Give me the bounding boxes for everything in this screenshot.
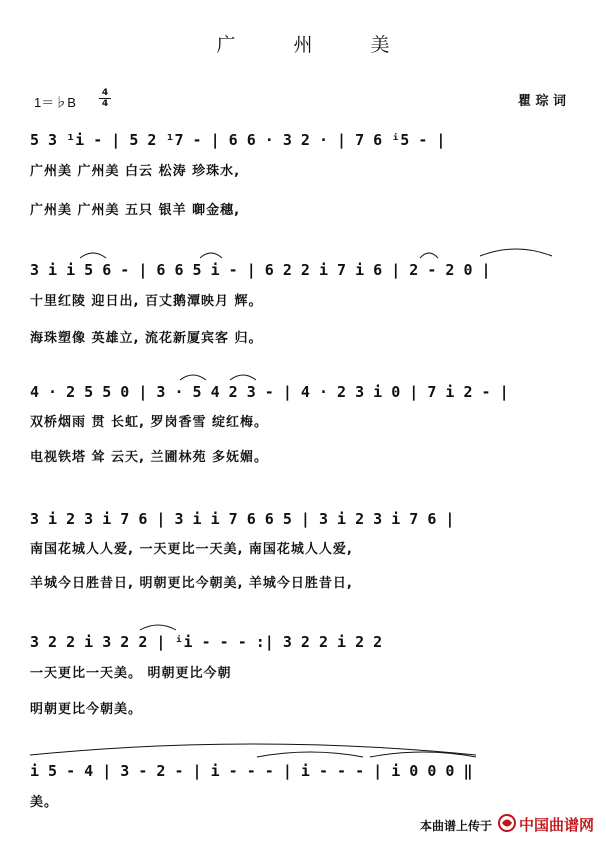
lyric-line-2-verse-2: 海珠塑像 英雄立, 流花新厦宾客 归。 xyxy=(30,331,263,346)
slur-mark xyxy=(178,372,208,382)
lyricist-credit: 瞿 琮 词 xyxy=(518,94,567,109)
notation-line-6: i 5 - 4 | 3 - 2 - | i - - - | i - - - | i 0 0 0 ‖ xyxy=(30,762,473,780)
notation-line-5: 3 2 2 i 3 2 2 | ⁱi - - - :| 3 2 2 i 2 2 xyxy=(30,633,383,651)
time-signature-top: 4 xyxy=(101,88,109,98)
lyric-line-3-verse-1: 双桥烟雨 贯 长虹, 罗岗香雪 绽红梅。 xyxy=(30,415,269,430)
time-signature xyxy=(98,88,112,109)
lyric-line-4-verse-2: 羊城今日胜昔日, 明朝更比今朝美, 羊城今日胜昔日, xyxy=(30,576,353,591)
notation-line-4: 3 i 2 3 i 7 6 | 3 i i 7 6 6 5 | 3 i 2 3 i 7 6 | xyxy=(30,510,455,528)
slur-mark xyxy=(255,749,365,759)
slur-mark xyxy=(368,749,478,759)
time-signature-bottom: 4 xyxy=(101,99,109,109)
slur-mark xyxy=(418,250,440,260)
slur-mark xyxy=(198,250,224,260)
slur-mark xyxy=(78,250,108,260)
notation-line-2: 3 i i 5 6 - | 6 6 5 i - | 6 2 2 i 7 i 6 | 2 - 2 0 | xyxy=(30,261,491,279)
lyric-line-5-verse-2: 明朝更比今朝美。 xyxy=(30,702,143,717)
upload-notice: 本曲谱上传于 xyxy=(420,819,493,833)
lyric-line-6-verse-1: 美。 xyxy=(30,795,59,810)
slur-mark xyxy=(478,246,554,258)
song-title: 广 州 美 xyxy=(216,34,416,56)
lyric-line-1-verse-1: 广州美 广州美 白云 松涛 珍珠水, xyxy=(30,164,241,179)
logo-swirl-icon xyxy=(497,813,517,833)
slur-mark xyxy=(228,372,258,382)
lyric-line-5-verse-1: 一天更比一天美。 明朝更比今朝 xyxy=(30,666,232,681)
lyric-line-4-verse-1: 南国花城人人爱, 一天更比一天美, 南国花城人人爱, xyxy=(30,542,353,557)
notation-line-3: 4 · 2 5 5 0 | 3 · 5 4 2 3 - | 4 · 2 3 i 0 | 7 i 2 - | xyxy=(30,383,509,401)
slur-mark xyxy=(138,622,178,632)
lyric-line-3-verse-2: 电视铁塔 耸 云天, 兰圃林苑 多妩媚。 xyxy=(30,450,269,465)
lyric-line-2-verse-1: 十里红陵 迎日出, 百丈鹅潭映月 辉。 xyxy=(30,294,263,309)
key-signature: 1＝♭B xyxy=(34,95,76,110)
lyric-line-1-verse-2: 广州美 广州美 五只 银羊 啣金穗, xyxy=(30,203,241,218)
site-name: 中国曲谱网 xyxy=(519,816,595,834)
notation-line-1: 5 3 ¹i - | 5 2 ¹7 - | 6 6 · 3 2 · | 7 6 ⁱ5 - | xyxy=(30,131,446,149)
